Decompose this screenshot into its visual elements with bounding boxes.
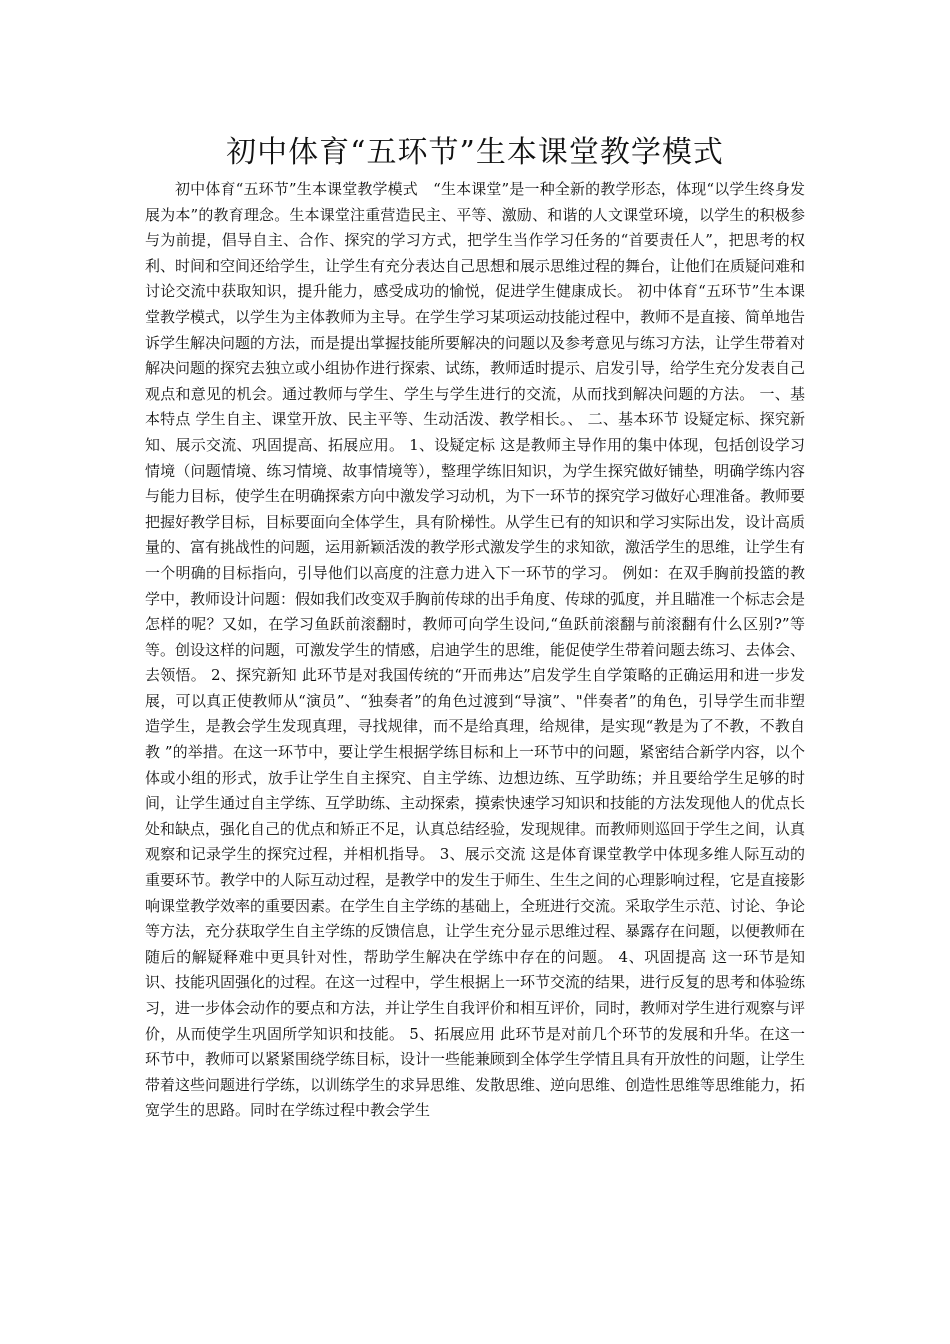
document-title: 初中体育“五环节”生本课堂教学模式 bbox=[226, 135, 724, 170]
document-body-paragraph: 初中体育“五环节”生本课堂教学模式 “生本课堂”是一种全新的教学形态，体现“以学生终身发展为本”的教育理念。生本课堂注重营造民主、平等、激励、和谐的人文课堂环境，以学生的积极参与为前提，倡导自主、合作、探究的学习方式，把学生当作学习任务的“首要责任人”，把思考的权利、时间和空间还给学生，让学生有充分表达自己思想和展示思维过程的舞台，让他们在质疑问难和讨论交流中获取知识，提升能力，感受成功的愉悦，促进学生健康成长。 初中体育“五环节”生本课堂教学模式，以学生为主体教师为主导。在学生学习某项运动技能过程中，教师不是直接、简单地告诉学生解决问题的方法，而是提出掌握技能所要解决的问题以及参考意见与练习方法，让学生带着对解决问题的探究去独立或小组协作进行探索、试练，教师适时提示、启发引导，给学生充分发表自己观点和意见的机会。通过教师与学生、学生与学生进行的交流，从而找到解决问题的方法。 一、基本特点 学生自主、课堂开放、民主平等、生动活泼、教学相长。、 二、基本环节 设疑定标、探究新知、展示交流、巩固提高、拓展应用。 1、设疑定标 这是教师主导作用的集中体现，包括创设学习情境（问题情境、练习情境、故事情境等），整理学练旧知识，为学生探究做好铺垫，明确学练内容与能力目标，使学生在明确探索方向中激发学习动机，为下一环节的探究学习做好心理准备。教师要把握好教学目标，目标要面向全体学生，具有阶梯性。从学生已有的知识和学习实际出发，设计高质量的、富有挑战性的问题，运用新颖活泼的教学形式激发学生的求知欲，激活学生的思维，让学生有一个明确的目标指向，引导他们以高度的注意力进入下一环节的学习。 例如：在双手胸前投篮的教学中，教师设计问题：假如我们改变双手胸前传球的出手角度、传球的弧度，并且瞄准一个标志会是怎样的呢？又如，在学习鱼跃前滚翻时，教师可向学生设问,“鱼跃前滚翻与前滚翻有什么区别?”等等。创设这样的问题，可激发学生的情感，启迪学生的思维，能促使学生带着问题去练习、去体会、去领悟。 2、探究新知 此环节是对我国传统的“开而弗达”启发学生自学策略的正确运用和进一步发展，可以真正使教师从“演员”、“独奏者”的角色过渡到“导演”、"伴奏者”的角色，引导学生而非塑造学生，是教会学生发现真理，寻找规律，而不是给真理，给规律，是实现“教是为了不教，不教自教 ”的举措。在这一环节中，要让学生根据学练目标和上一环节中的问题，紧密结合新学内容，以个体或小组的形式，放手让学生自主探究、自主学练、边想边练、互学助练；并且要给学生足够的时间，让学生通过自主学练、互学助练、主动探索，摸索快速学习知识和技能的方法发现他人的优点长处和缺点，强化自己的优点和矫正不足，认真总结经验，发现规律。而教师则巡回于学生之间，认真观察和记录学生的探究过程，并相机指导。 3、展示交流 这是体育课堂教学中体现多维人际互动的重要环节。教学中的人际互动过程，是教学中的发生于师生、生生之间的心理影响过程，它是直接影响课堂教学效率的重要因素。在学生自主学练的基础上，全班进行交流。采取学生示范、讨论、争论等方法，充分获取学生自主学练的反馈信息，让学生充分显示思维过程、暴露存在问题，以便教师在随后的解疑释难中更具针对性，帮助学生解决在学练中存在的问题。 4、巩固提高 这一环节是知识、技能巩固强化的过程。在这一过程中，学生根据上一环节交流的结果，进行反复的思考和体验练习，进一步体会动作的要点和方法，并让学生自我评价和相互评价，同时，教师对学生进行观察与评价，从而使学生巩固所学知识和技能。 5、拓展应用 此环节是对前几个环节的发展和升华。在这一环节中，教师可以紧紧围绕学练目标，设计一些能兼顾到全体学生学情且具有开放性的问题，让学生带着这些问题进行学练，以训练学生的求异思维、发散思维、逆向思维、创造性思维等思维能力，拓宽学生的思路。同时在学练过程中教会学生 bbox=[145, 180, 806, 1120]
